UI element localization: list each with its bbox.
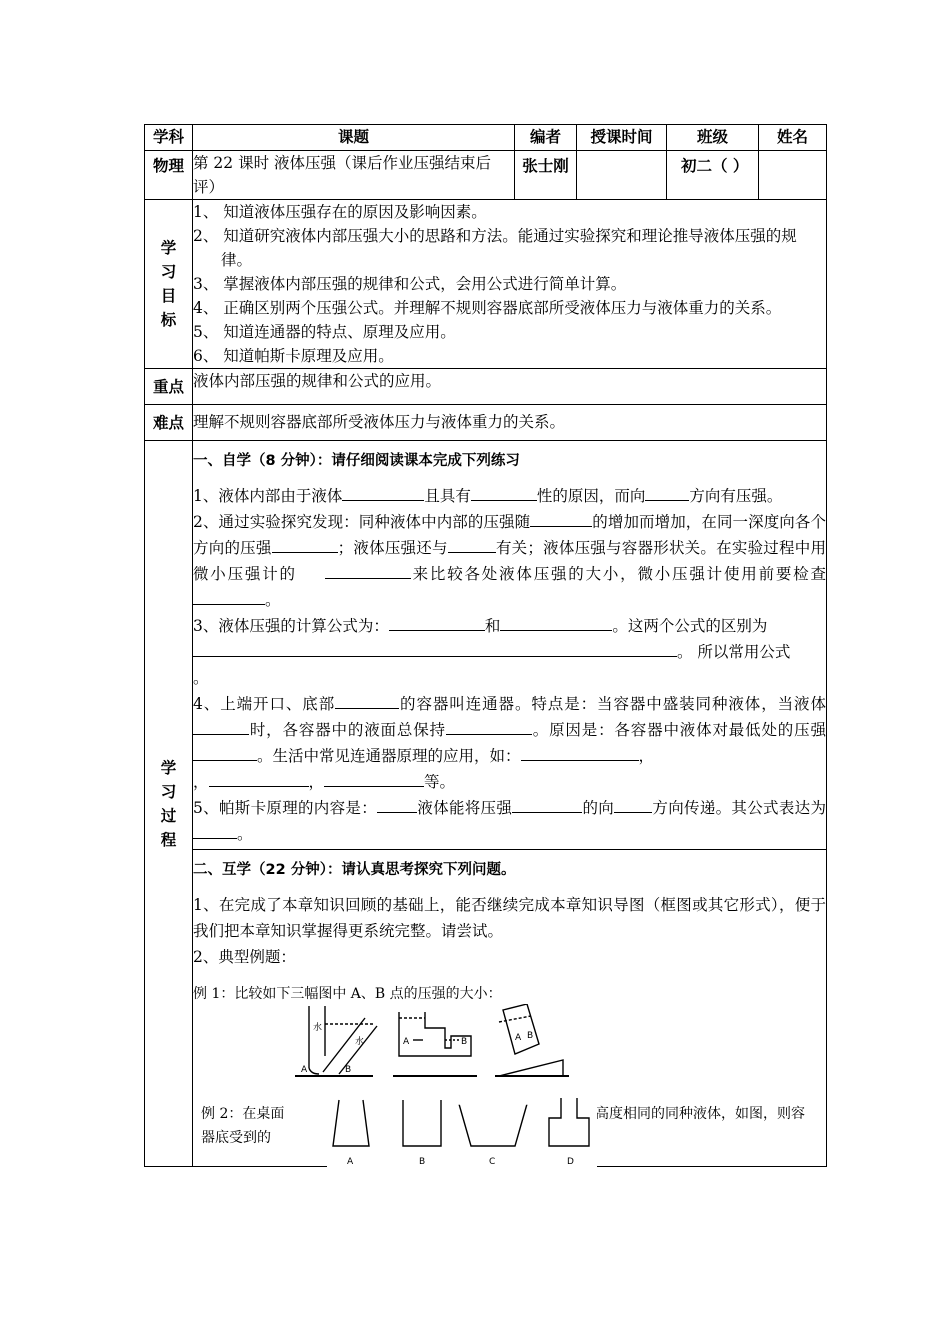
question-2 <box>193 509 826 613</box>
q1-blank[interactable] <box>645 483 689 501</box>
goal-item: 3、 掌握液体内部压强的规律和公式，会用公式进行简单计算。 <box>193 275 627 293</box>
header-row <box>145 125 827 151</box>
mutual-item-2: 2、典型例题： <box>193 948 296 966</box>
q4-text: 。生活中常见连通器原理的应用，如： <box>257 747 521 765</box>
fig1-label-a: A <box>301 1065 308 1075</box>
q3-blank[interactable] <box>389 613 485 631</box>
q3-text: 。这两个公式的区别为 <box>612 617 768 635</box>
example-2-text-c: 器底受到的 <box>201 1130 271 1146</box>
lesson-table <box>144 124 827 1167</box>
example-2-figures <box>327 1094 597 1170</box>
goal-item: 1、 知道液体压强存在的原因及影响因素。 <box>193 203 487 221</box>
header-subject: 学科 <box>145 125 193 151</box>
q3-text: 。 <box>193 669 209 687</box>
fig1-label-b: B <box>345 1065 352 1075</box>
header-time: 授课时间 <box>577 125 667 151</box>
question-1 <box>193 483 826 509</box>
process-row-self <box>145 441 827 850</box>
q4-text: ， <box>193 773 209 791</box>
example-1-text: 例 1：比较如下三幅图中 A、B 点的压强的大小： <box>193 986 502 1002</box>
q4-text: ， <box>638 747 655 765</box>
question-5 <box>193 795 826 847</box>
q1-text: 1、液体内部由于液体 <box>193 487 343 505</box>
example-1-figures <box>295 1004 595 1084</box>
label-a: A <box>347 1157 354 1167</box>
header-editor: 编者 <box>515 125 577 151</box>
q2-text: ；液体压强还与 <box>337 539 448 557</box>
fig1-label-water-2: 水 <box>355 1037 365 1047</box>
q5-blank[interactable] <box>377 795 417 813</box>
process-label <box>145 441 193 1167</box>
name-value <box>759 151 827 200</box>
header-name: 姓名 <box>759 125 827 151</box>
q2-blank[interactable] <box>272 535 338 553</box>
goals-label-char: 学 <box>160 239 177 257</box>
key-point-row <box>145 369 827 405</box>
editor-value: 张士刚 <box>515 151 577 200</box>
goals-label-char: 标 <box>160 311 177 329</box>
q2-blank[interactable] <box>448 535 496 553</box>
mutual-study-title: 二、互学（22 分钟）：请认真思考探究下列问题。 <box>193 862 516 878</box>
goals-list <box>193 200 827 369</box>
difficulty-label: 难点 <box>145 405 193 441</box>
header-class: 班级 <box>667 125 759 151</box>
q4-text: 。原因是：各容器中液体对最低处的压强 <box>531 721 826 739</box>
process-label-char: 程 <box>160 830 177 849</box>
fig1-tubes <box>295 1006 377 1076</box>
q5-blank[interactable] <box>512 795 582 813</box>
container-d <box>549 1098 589 1146</box>
q4-text: 时，各容器中的液面总保持 <box>249 721 446 739</box>
fig1-label-water-1: 水 <box>313 1023 323 1033</box>
mutual-study-section <box>193 850 827 1167</box>
q4-text: 的容器叫连通器。特点是：当容器中盛装同种液体，当液体 <box>399 695 826 713</box>
label-c: C <box>489 1157 496 1167</box>
q2-text: 的增加而增加，在同一深度向各个方向的压强 <box>193 513 826 557</box>
question-4 <box>193 691 826 795</box>
q1-text: 方向有压强。 <box>689 487 783 505</box>
q3-text: 3、液体压强的计算公式为： <box>193 617 389 635</box>
q4-blank[interactable] <box>335 691 399 709</box>
q5-blank[interactable] <box>193 821 237 839</box>
header-topic: 课题 <box>193 125 515 151</box>
q3-text: 。 所以常用公式 <box>677 643 791 661</box>
q2-blank[interactable] <box>325 561 411 579</box>
class-value: 初二（ ） <box>667 151 759 200</box>
goal-item: 6、 知道帕斯卡原理及应用。 <box>193 347 394 365</box>
difficulty-row <box>145 405 827 441</box>
goals-row <box>145 200 827 369</box>
label-d: D <box>567 1157 574 1167</box>
q4-blank[interactable] <box>521 743 639 761</box>
q3-blank[interactable] <box>193 639 677 657</box>
subject-value: 物理 <box>145 151 193 200</box>
goal-item: 4、 正确区别两个压强公式。并理解不规则容器底部所受液体压力与液体重力的关系。 <box>193 299 782 317</box>
goals-label <box>145 200 193 369</box>
fig3-label-b: B <box>527 1031 534 1041</box>
container-c <box>459 1104 527 1146</box>
q2-blank[interactable] <box>530 509 592 527</box>
self-study-section <box>193 441 827 850</box>
container-b <box>403 1100 441 1146</box>
goals-label-char: 习 <box>160 263 177 281</box>
fig3-label-a: A <box>515 1033 522 1043</box>
key-point-label: 重点 <box>145 369 193 405</box>
q2-text: 2、通过实验探究发现：同种液体中内部的压强随 <box>193 513 531 531</box>
difficulty-text: 理解不规则容器底部所受液体压力与液体重力的关系。 <box>193 405 827 441</box>
process-label-char: 学 <box>160 758 177 777</box>
example-2-text-a: 例 2：在桌面 <box>201 1106 285 1122</box>
q3-text: 和 <box>484 617 501 635</box>
q1-blank[interactable] <box>471 483 537 501</box>
goals-label-char: 目 <box>160 287 177 305</box>
q2-text: 来比较各处液体压强的大小，微小压强计使用前要检查 <box>410 565 826 583</box>
self-study-title: 一、自学（8 分钟）：请仔细阅读课本完成下列练习 <box>193 453 520 469</box>
mutual-item-1: 1、在完成了本章知识回顾的基础上，能否继续完成本章知识导图（框图或其它形式），便于我们把本章知识掌握得更系统完整。请尝试。 <box>193 896 826 940</box>
q4-text: ， <box>308 773 325 791</box>
fig2-label-a: A <box>403 1037 410 1047</box>
process-label-char: 过 <box>160 806 177 825</box>
q4-blank[interactable] <box>209 769 309 787</box>
q4-blank[interactable] <box>193 743 257 761</box>
q4-text: 4、上端开口、底部 <box>193 695 336 713</box>
q5-text: 。 <box>237 825 253 843</box>
q1-text: 性的原因，而向 <box>536 487 646 505</box>
process-label-char: 习 <box>160 782 177 801</box>
goal-item: 5、 知道连通器的特点、原理及应用。 <box>193 323 456 341</box>
container-a <box>333 1100 369 1146</box>
topic-value: 第 22 课时 液体压强（课后作业压强结束后评） <box>193 151 515 200</box>
q1-text: 且具有 <box>424 487 471 505</box>
q4-blank[interactable] <box>324 769 424 787</box>
key-point-text: 液体内部压强的规律和公式的应用。 <box>193 369 827 405</box>
q1-blank[interactable] <box>342 483 424 501</box>
fig2-label-b: B <box>461 1037 468 1047</box>
q2-text: 关。在实验过程中用微小压强计的 <box>193 539 826 583</box>
time-value <box>577 151 667 200</box>
q2-text: 。 <box>265 591 281 609</box>
q5-text: 方向传递。其公式表达为 <box>652 799 826 817</box>
example-2-text-b: 都装有高度相同的同种液体，如图，则容 <box>553 1106 805 1122</box>
q4-text: 等。 <box>424 773 456 791</box>
q5-blank[interactable] <box>614 795 652 813</box>
q3-blank[interactable] <box>500 613 612 631</box>
q2-blank[interactable] <box>193 587 265 605</box>
q4-blank[interactable] <box>193 717 249 735</box>
info-row <box>145 151 827 200</box>
q5-text: 的向 <box>582 799 615 817</box>
q4-blank[interactable] <box>446 717 532 735</box>
question-3 <box>193 613 826 691</box>
process-row-mutual <box>145 850 827 1167</box>
label-b: B <box>419 1157 426 1167</box>
goal-item: 2、 知道研究液体内部压强大小的思路和方法。能通过实验探究和理论推导液体压强的规律。 <box>193 227 797 269</box>
q2-text: 有关；液体压强与容器形状 <box>495 539 685 557</box>
q5-text: 液体能将压强 <box>417 799 513 817</box>
q5-text: 5、帕斯卡原理的内容是： <box>193 799 378 817</box>
